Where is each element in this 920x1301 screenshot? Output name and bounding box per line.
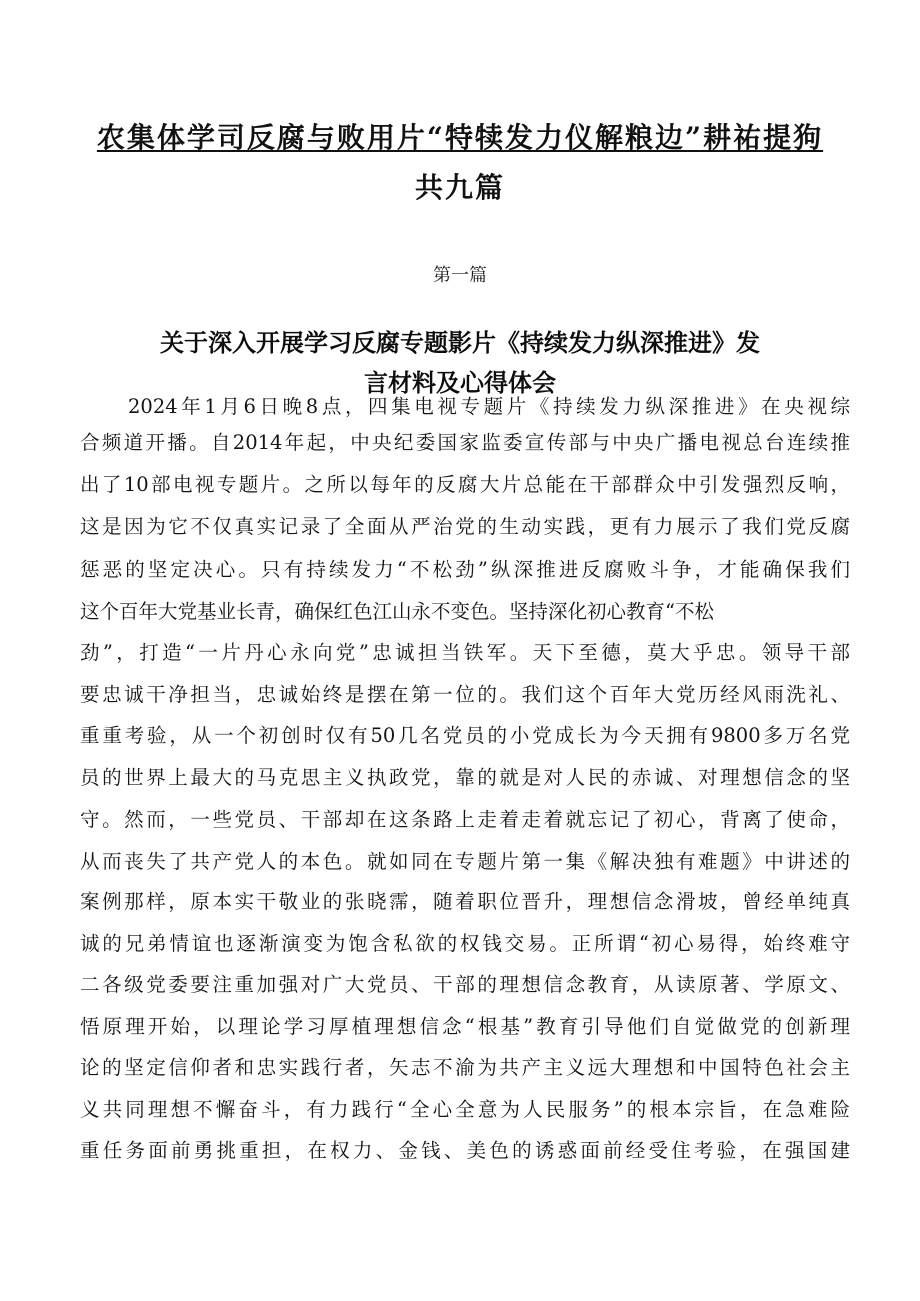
body-line: 要忠诚干净担当，忠诚始终是摆在第一位的。我们这个百年大党历经风雨洗礼、 [80,683,850,706]
body-line: 义共同理想不懈奋斗，有力践行“全心全意为人民服务”的根本宗旨，在急难险 [80,1098,850,1121]
body-line: 守。然而，一些党员、干部却在这条路上走着走着就忘记了初心，背离了使命， [80,808,850,831]
section-label: 第一篇 [433,265,487,286]
document-title-line2: 共九篇 [414,171,505,204]
body-line: 二各级党委要注重加强对广大党员、干部的理想信念教育，从读原著、学原文、 [80,973,850,996]
body-line: 悟原理开始，以理论学习厚植理想信念“根基”教育引导他们自觉做党的创新理 [80,1015,850,1038]
body-line: 员的世界上最大的马克思主义执政党，靠的就是对人民的赤诚、对理想信念的坚 [80,766,850,789]
body-line: 案例那样，原本实干敬业的张晓霈，随着职位晋升，理想信念滑坡，曾经单纯真 [80,890,850,913]
body-line: 出了10部电视专题片。之所以每年的反腐大片总能在干部群众中引发强烈反响， [80,473,850,496]
article-title-line2: 言材料及心得体会 [364,368,556,397]
body-line: 这个百年大党基业长青，确保红色江山永不变色。坚持深化初心教育“不松 [80,600,714,623]
body-line: 重任务面前勇挑重担，在权力、金钱、美色的诱惑面前经受住考验，在强国建 [80,1139,850,1162]
body-line: 重重考验，从一个初创时仅有50几名党员的小党成长为今天拥有9800多万名党 [80,724,850,747]
body-line: 合频道开播。自2014年起，中央纪委国家监委宣传部与中央广播电视总台连续推 [80,431,850,454]
body-line: 诚的兄弟情谊也逐渐演变为饱含私欲的权钱交易。正所谓“初心易得，始终难守 [80,932,850,955]
body-line: 惩恶的坚定决心。只有持续发力“不松劲”纵深推进反腐败斗争，才能确保我们 [80,558,850,581]
body-line: 劲”，打造“一片丹心永向党”忠诚担当铁军。天下至德，莫大乎忠。领导干部 [80,641,850,664]
document-title-text: 农集体学司反腐与败用片“特犊发力仪解粮边”耕祐提狗 [96,121,824,154]
document-title-line1 [60,118,860,158]
body-line: 2024年1月6日晚8点，四集电视专题片《持续发力纵深推进》在央视综 [128,395,850,418]
body-line: 论的坚定信仰者和忠实践行者，矢志不渝为共产主义远大理想和中国特色社会主 [80,1056,850,1079]
article-title-line1: 关于深入开展学习反腐专题影片《持续发力纵深推进》发 [160,328,760,357]
body-line: 这是因为它不仅真实记录了全面从严治党的生动实践，更有力展示了我们党反腐 [80,515,850,538]
body-line: 从而丧失了共产党人的本色。就如同在专题片第一集《解决独有难题》中讲述的 [80,850,850,873]
